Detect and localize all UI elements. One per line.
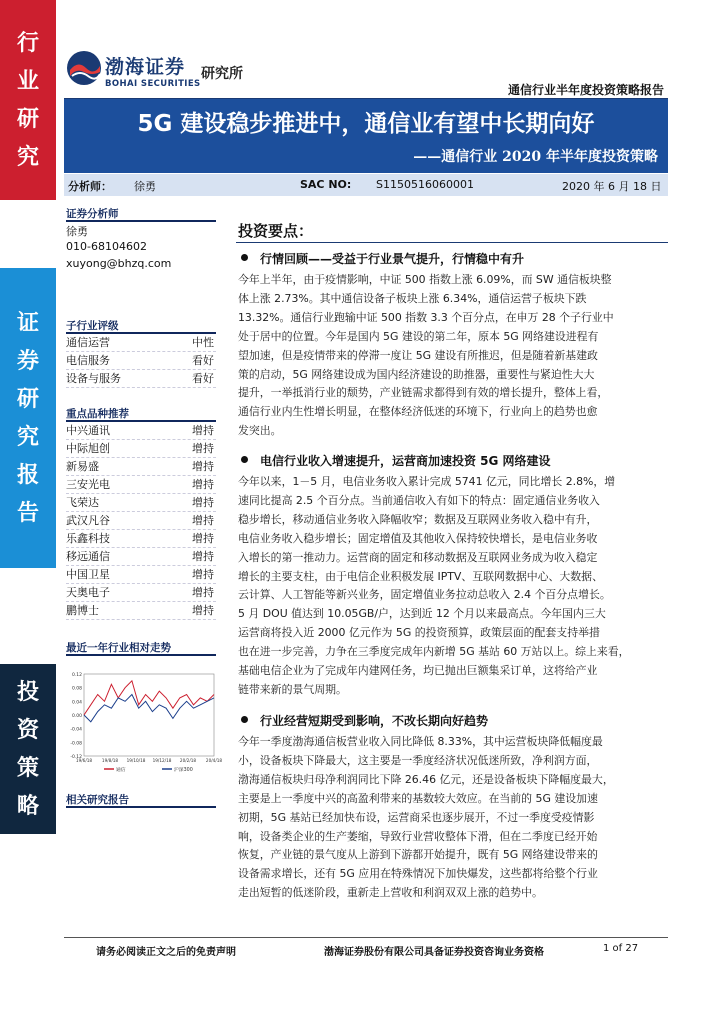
side-label-industry-research <box>0 0 56 200</box>
bullet-heading <box>241 250 524 267</box>
paragraph-line: 小，设备板块下降最大，这主要是一季度经济状况低迷所致，净利润方面， <box>238 753 598 767</box>
side-char: 究 <box>16 144 39 170</box>
y-tick-label: 0.12 <box>71 673 82 678</box>
bullet-title: 电信行业收入增速提升，运营商加速投资 5G 网络建设 <box>260 454 551 468</box>
series-line-telecom <box>84 681 214 715</box>
bullet-paragraph <box>238 271 662 441</box>
table-row <box>66 458 216 476</box>
row-name: 电信服务 <box>66 354 110 367</box>
side-label-securities-report <box>0 268 56 568</box>
row-rating: 增持 <box>192 568 214 581</box>
sac-number: S1150516060001 <box>376 178 474 191</box>
meta-row <box>64 174 668 196</box>
stock-recommend-table <box>66 422 216 620</box>
paragraph-line: 今年以来，1－5 月，电信业务收入累计完成 5741 亿元，同比增长 2.8%，增 <box>238 475 616 488</box>
stock-recommend-title: 重点品种推荐 <box>66 408 129 420</box>
footer-divider <box>64 937 668 938</box>
side-char: 研 <box>16 386 39 412</box>
report-date: 2020 年 6 月 18 日 <box>562 180 662 193</box>
section-divider <box>66 220 216 222</box>
row-rating: 看好 <box>192 354 214 367</box>
paragraph-line: 基础电信企业为了完成年内建网任务，均已抛出巨额集采订单，这将给产业 <box>238 664 598 678</box>
paragraph-line: 恢复，产业链的景气度从上游到下游都开始提升，既有 5G 网络建设带来的 <box>238 848 598 862</box>
bullet-heading <box>241 712 488 729</box>
paragraph-line: 今年上半年，由于疫情影响，中证 500 指数上涨 6.09%，而 SW 通信板块整 <box>238 273 612 286</box>
table-row <box>66 476 216 494</box>
paragraph-line: 处于居中的位置。今年是国内 5G 建设的第二年，原本 5G 网络建设进程有 <box>238 329 599 343</box>
row-rating: 增持 <box>192 478 214 491</box>
side-char: 业 <box>16 68 39 94</box>
table-row <box>66 422 216 440</box>
title-banner <box>64 99 668 173</box>
paragraph-line: 链带来新的景气周期。 <box>238 682 347 696</box>
y-tick-label: -0.04 <box>70 727 82 733</box>
side-char: 研 <box>16 106 39 132</box>
side-char: 策 <box>16 755 39 781</box>
row-rating: 增持 <box>192 442 214 455</box>
paragraph-line: 入增长的第一推动力。运营商的固定和移动数据及互联网业务成为收入稳定 <box>238 550 598 564</box>
row-rating: 增持 <box>192 496 214 509</box>
paragraph-line: 响，设备类企业的生产萎缩，导致行业营收整体下滑，但在二季度已经开始 <box>238 829 598 843</box>
x-tick-label: 19/12/18 <box>152 758 172 763</box>
y-tick-label: -0.08 <box>70 741 82 747</box>
row-name: 中国卫星 <box>66 568 110 581</box>
table-row <box>66 584 216 602</box>
bullet-paragraph <box>238 733 662 903</box>
paragraph-line: 提升，一举抵消行业的颓势，产业链需求都得到有效的增长提升，整体上看， <box>238 386 609 400</box>
row-name: 新易盛 <box>66 460 99 473</box>
sac-label: SAC NO: <box>300 178 352 191</box>
section-divider <box>66 654 216 656</box>
chart-title: 最近一年行业相对走势 <box>66 642 171 654</box>
report-type: 通信行业半年度投资策略报告 <box>507 83 664 97</box>
paragraph-line: 云计算、人工智能等新兴业务，固定增值业务拉动总收入 2.4 个百分点增长。 <box>238 588 611 602</box>
report-title: 5G 建设稳步推进中，通信业有望中长期向好 <box>137 111 595 137</box>
paragraph-line: 稳步增长，移动通信业务收入降幅收窄；数据及互联网业务收入稳中有升， <box>238 512 598 526</box>
side-char: 略 <box>16 793 39 819</box>
row-name: 乐鑫科技 <box>66 532 110 545</box>
bullet-dot-icon <box>241 254 248 261</box>
row-rating: 增持 <box>192 550 214 563</box>
row-rating: 增持 <box>192 514 214 527</box>
paragraph-line: 增长的主要支柱，由于电信企业积极发展 IPTV、互联网数据中心、大数据、 <box>238 569 603 583</box>
x-tick-label: 20/4/18 <box>205 758 222 763</box>
page-number: 1 of 27 <box>603 943 639 954</box>
side-label-investment-strategy <box>0 664 56 834</box>
row-name: 通信运营 <box>66 336 110 349</box>
side-char: 券 <box>16 348 39 374</box>
side-char: 报 <box>16 462 39 488</box>
analyst-name: 徐勇 <box>134 180 156 193</box>
paragraph-line: 渤海通信板块归母净利润同比下降 26.46 亿元，还是设备板块下降幅度最大， <box>238 772 614 786</box>
paragraph-line: 主要是上一季度中兴的高盈利带来的基数较大效应。在当前的 5G 建设加速 <box>238 791 598 805</box>
key-points-title: 投资要点： <box>238 222 314 240</box>
row-rating: 看好 <box>192 372 214 385</box>
footer-disclaimer[interactable]: 请务必阅读正文之后的免责声明 <box>96 947 236 958</box>
logo-english-name: BOHAI SECURITIES <box>105 79 201 89</box>
row-rating: 增持 <box>192 424 214 437</box>
row-name: 武汉凡谷 <box>66 514 110 527</box>
row-name: 鹏博士 <box>66 604 99 617</box>
bullet-paragraph <box>238 473 662 700</box>
table-row <box>66 334 216 352</box>
report-subtitle: ——通信行业 2020 年半年度投资策略 <box>413 149 658 165</box>
table-row <box>66 530 216 548</box>
paragraph-line: 望加速，但是疫情带来的停滞一度让 5G 建设有所推迟，但是随着新基建政 <box>238 348 598 362</box>
paragraph-line: 初期，5G 基站已经加快布设，运营商采也逐步展开，不过一季度受疫情影 <box>238 810 595 824</box>
related-reports-title: 相关研究报告 <box>66 794 129 806</box>
paragraph-line: 体上涨 2.73%。其中通信设备子板块上涨 6.34%，通信运营子板块下跌 <box>238 291 587 305</box>
paragraph-line: 发突出。 <box>238 424 282 438</box>
row-name: 中际旭创 <box>66 442 110 455</box>
table-row <box>66 440 216 458</box>
bullet-title: 行情回顾——受益于行业景气提升，行情稳中有升 <box>260 252 525 266</box>
analyst-section-title: 证券分析师 <box>66 208 119 220</box>
bohai-logo-icon <box>66 50 102 86</box>
row-rating: 增持 <box>192 532 214 545</box>
table-row <box>66 494 216 512</box>
section-divider <box>66 806 216 808</box>
row-name: 设备与服务 <box>66 372 121 385</box>
x-tick-label: 19/6/18 <box>75 758 93 763</box>
sub-rating-title: 子行业评级 <box>66 320 119 332</box>
paragraph-line: 5 月 DOU 值达到 10.05GB/户，达到近 12 个月以来最高点。今年国内三大 <box>238 607 606 621</box>
side-char: 行 <box>16 30 39 56</box>
paragraph-line: 策的启动，5G 网络建设成为国内经济建设的助推器，重要性与紧迫性大大 <box>238 367 595 381</box>
x-tick-label: 20/2/18 <box>179 758 197 763</box>
analyst-email[interactable]: xuyong@bhzq.com <box>66 257 172 270</box>
side-char: 投 <box>16 679 39 705</box>
analyst-name-left: 徐勇 <box>66 225 88 238</box>
row-name: 移远通信 <box>66 550 110 563</box>
legend-label: 沪深300 <box>174 768 193 773</box>
table-row <box>66 548 216 566</box>
bullet-dot-icon <box>241 716 248 723</box>
paragraph-line: 走出短暂的低迷阶段，重新走上营收和利润双双上涨的趋势中。 <box>238 886 543 900</box>
analyst-label: 分析师： <box>68 180 112 193</box>
sub-rating-table <box>66 334 216 388</box>
row-rating: 增持 <box>192 460 214 473</box>
y-tick-label: 0.08 <box>71 686 82 692</box>
paragraph-line: 今年一季度渤海通信板营业收入同比降低 8.33%，其中运营板块降低幅度最 <box>238 735 603 748</box>
x-tick-label: 19/8/18 <box>101 758 119 763</box>
paragraph-line: 通信行业内生性增长明显，在整体经济低迷的环境下，行业向上的趋势也愈 <box>238 405 598 419</box>
paragraph-line: 也在进一步完善，力争在三季度完成年内新增 5G 基站 60 万站以上。综上来看， <box>238 645 630 659</box>
paragraph-line: 运营商将投入近 2000 亿元作为 5G 的投资预算，政策层面的配套支持举措 <box>238 626 600 640</box>
side-char: 究 <box>16 424 39 450</box>
institute-label: 研究所 <box>201 66 243 82</box>
footer-company: 渤海证券股份有限公司具备证券投资咨询业务资格 <box>324 947 544 958</box>
logo-chinese-name: 渤海证券 <box>105 56 186 78</box>
table-row <box>66 602 216 620</box>
y-tick-label: 0.04 <box>71 700 82 706</box>
paragraph-line: 电信业务收入稳步增长；固定增值及其他收入保持较快增长，是电信业务收 <box>238 531 598 545</box>
row-name: 三安光电 <box>66 478 110 491</box>
paragraph-line: 设备需求增长，还有 5G 应用在特殊情况下加快爆发，这些都将给整个行业 <box>238 867 598 881</box>
x-tick-label: 19/10/18 <box>126 758 146 763</box>
paragraph-line: 13.32%。通信行业跑输中证 500 指数 3.3 个百分点，在申万 28 个子行业中 <box>238 310 614 324</box>
legend-label: 通信 <box>116 768 126 773</box>
row-name: 天奥电子 <box>66 586 110 599</box>
y-tick-label: 0.00 <box>71 714 82 719</box>
y-tick-label: -0.12 <box>70 755 82 760</box>
paragraph-line: 速同比提高 2.5 个百分点。当前通信收入有如下的特点：固定通信业务收入 <box>238 493 600 507</box>
bullet-title: 行业经营短期受到影响，不改长期向好趋势 <box>260 714 489 728</box>
key-points-divider <box>236 242 668 243</box>
row-rating: 增持 <box>192 586 214 599</box>
bullet-heading <box>241 452 551 469</box>
analyst-phone: 010-68104602 <box>66 240 147 253</box>
table-row <box>66 370 216 388</box>
row-rating: 中性 <box>192 336 214 349</box>
row-name: 中兴通讯 <box>66 424 110 437</box>
row-rating: 增持 <box>192 604 214 617</box>
chart-frame <box>84 674 214 756</box>
table-row <box>66 352 216 370</box>
relative-trend-chart <box>64 668 222 776</box>
table-row <box>66 566 216 584</box>
side-char: 告 <box>16 500 39 526</box>
table-row <box>66 512 216 530</box>
bullet-dot-icon <box>241 456 248 463</box>
side-char: 资 <box>16 717 39 743</box>
side-char: 证 <box>16 310 39 336</box>
row-name: 飞荣达 <box>66 496 99 509</box>
